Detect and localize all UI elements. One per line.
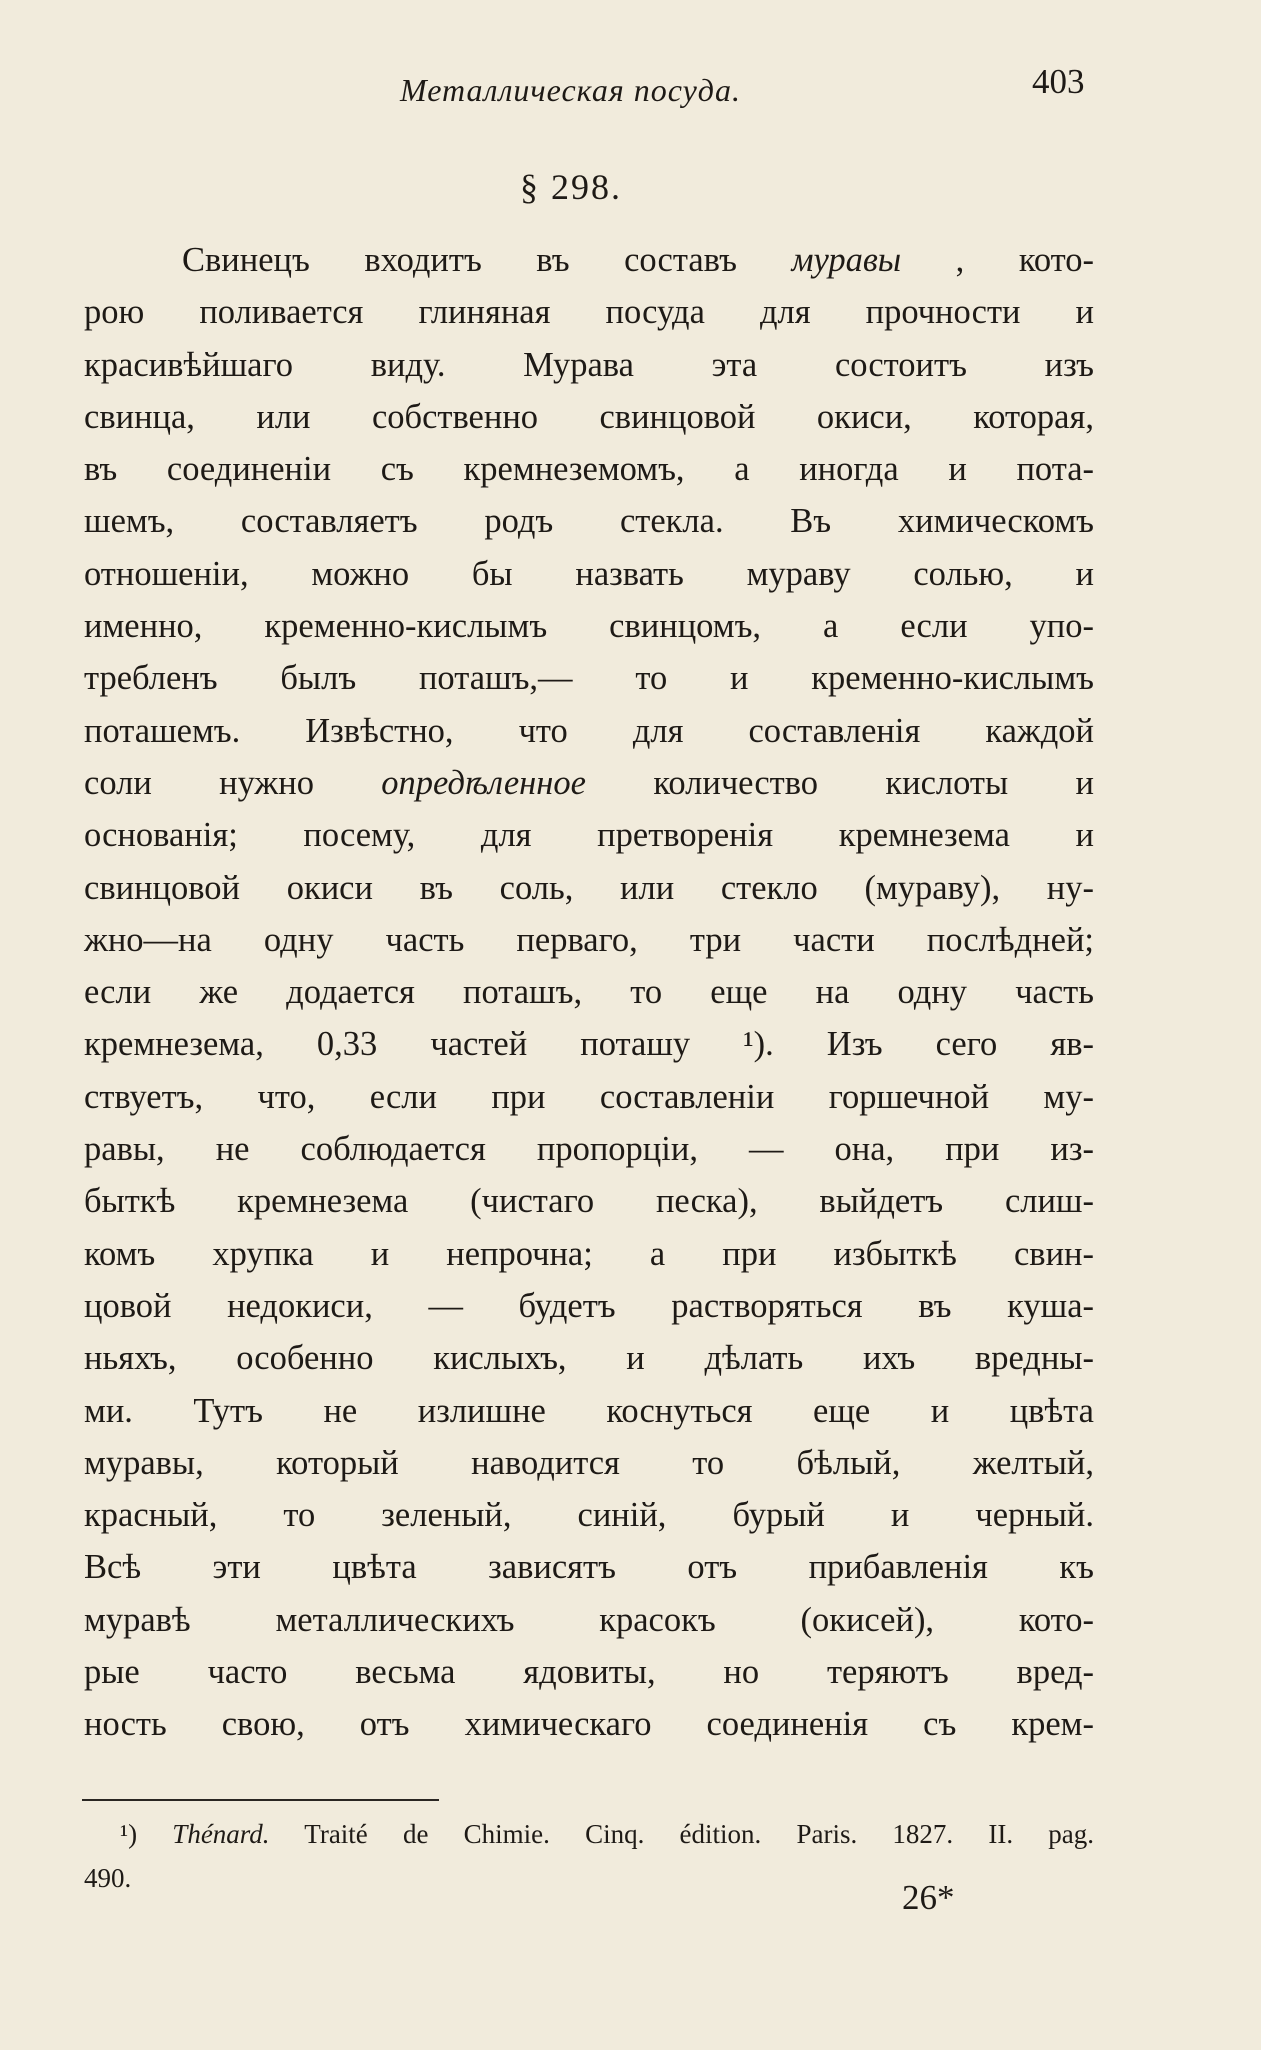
emphasized-word: муравы [791,241,902,279]
text-line [84,1437,1094,1489]
text-segment: именно, кременно-кислымъ свинцомъ, а если упо- [84,607,1094,646]
text-line [84,1698,1094,1750]
text-line [84,1594,1094,1646]
text-line [84,705,1094,757]
text-segment: если же додается поташъ, то еще на одну часть [84,973,1094,1012]
running-head: Металлическая посуда. [400,72,741,108]
text-segment: муравѣ металлическихъ красокъ (окисей), кото- [84,1600,1094,1639]
text-line [84,652,1094,704]
section-heading: § 298. [520,167,622,207]
text-segment: поташемъ. Извѣстно, что для составленія каждой [84,711,1094,750]
footnote-author: Thénard. [172,1819,270,1849]
body-paragraph [84,234,1094,1751]
text-segment: Свинецъ входитъ въ составъ [182,241,792,279]
text-segment: Всѣ эти цвѣта зависятъ отъ прибавленія къ [84,1548,1094,1587]
text-segment: муравы, который наводится то бѣлый, желтый, [84,1443,1094,1482]
text-segment: быткѣ кремнезема (чистаго песка), выйдетъ слиш- [84,1182,1094,1221]
text-segment: шемъ, составляетъ родъ стекла. Въ химическомъ [84,502,1094,541]
text-line [84,862,1094,914]
footnote-divider [82,1799,439,1801]
text-line [84,286,1094,338]
text-line [84,391,1094,443]
text-line [84,809,1094,861]
text-line [84,1071,1094,1123]
text-line [84,1175,1094,1227]
text-line [84,1280,1094,1332]
footnote-line-1 [84,1812,1094,1856]
text-line [84,1385,1094,1437]
text-line [84,495,1094,547]
text-line [84,600,1094,652]
text-line [84,234,1094,286]
text-segment: основанія; посему, для претворенія кремнезема и [84,816,1094,855]
text-segment: количество кислоты и [585,763,1094,802]
text-segment: въ соединеніи съ кремнеземомъ, а иногда и пота- [84,450,1094,489]
text-line [84,966,1094,1018]
text-segment: жно—на одну часть перваго, три части послѣдней; [84,920,1094,959]
footnote-line-2: 490. [84,1863,132,1893]
text-segment: красный, то зеленый, синій, бурый и черный. [84,1496,1094,1535]
text-line [84,757,1094,809]
text-line [84,1646,1094,1698]
text-segment: равы, не соблюдается пропорціи, — она, при из- [84,1130,1094,1169]
text-line [84,1541,1094,1593]
text-line [84,443,1094,495]
text-segment: ствуетъ, что, если при составленіи горшечной му- [84,1077,1094,1116]
text-line [84,1489,1094,1541]
text-line [84,548,1094,600]
footnote-citation: Traité de Chimie. Cinq. édition. Paris. 1827. II. pag. [304,1819,1095,1849]
footnote-marker: ¹) [120,1819,138,1849]
text-segment: ньяхъ, особенно кислыхъ, и дѣлать ихъ вредны- [84,1339,1094,1378]
text-segment: требленъ былъ поташъ,— то и кременно-кислымъ [84,659,1094,698]
text-segment: свинца, или собственно свинцовой окиси, которая, [84,397,1094,436]
text-segment: красивѣйшаго виду. Мурава эта состоитъ изъ [84,345,1094,384]
text-line [84,1018,1094,1070]
text-segment: ми. Тутъ не излишне коснуться еще и цвѣта [84,1391,1094,1430]
text-line [84,1228,1094,1280]
text-line [84,914,1094,966]
signature-mark: 26* [902,1878,955,1917]
text-segment: комъ хрупка и непрочна; а при избыткѣ свин- [84,1234,1094,1273]
text-segment: , кото- [901,241,1094,279]
page-number: 403 [1032,62,1085,101]
text-segment: кремнезема, 0,33 частей поташу ¹). Изъ сего яв- [84,1025,1094,1064]
emphasized-word: опредѣленное [381,763,586,802]
text-segment: свинцовой окиси въ соль, или стекло (мураву), ну- [84,868,1094,907]
text-line [84,1332,1094,1384]
text-segment: рые часто весьма ядовиты, но теряютъ вред- [84,1653,1094,1692]
text-segment: рою поливается глиняная посуда для прочности и [84,293,1094,332]
text-line [84,339,1094,391]
text-line [84,1123,1094,1175]
text-segment: цовой недокиси, — будетъ растворяться въ куша- [84,1286,1094,1325]
text-segment: отношеніи, можно бы назвать мураву солью, и [84,554,1094,593]
text-segment: ность свою, отъ химическаго соединенія съ крем- [84,1705,1094,1744]
text-segment: соли нужно [84,763,382,802]
